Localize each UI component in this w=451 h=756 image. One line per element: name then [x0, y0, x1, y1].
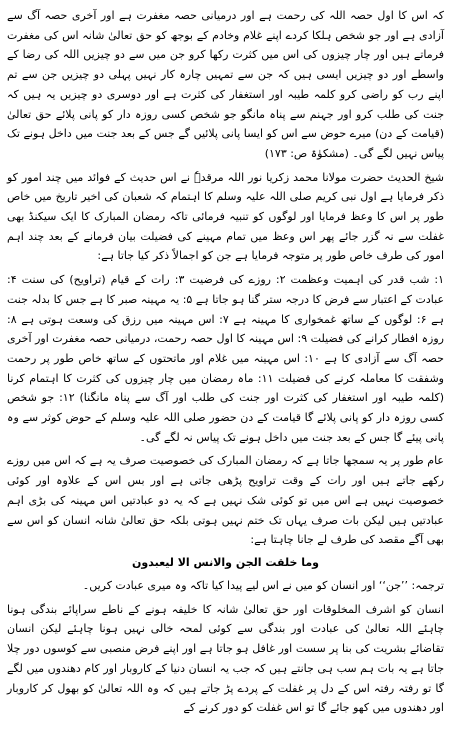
closing-paragraph: انسان کو اشرف المخلوقات اور حق تعالیٰ شانہ کا خلیفہ ہونے کے ناطے سراپائے بندگی ہونا چاہئے اللہ تعالیٰ کی عبادت اور بندگی سے کوئی لمحہ خالی نہیں ہونا چاہئے لیکن انسان تقاضائے بشریت کی بنا پر سست اور غافل ہو جاتا ہے اور اپنے فرض منصبی سے کوسوں دور چلا جاتا ہے یہ بات ہم سب ہی جانتے ہیں کہ جب یہ انسان دنیا کے کاروبار اور کام دھندوں میں لگے گا تو رفتہ رفتہ اس کے دل پر غفلت کے پردے پڑ جاتے ہیں کہ وہ اللہ تعالیٰ کو بھول کر کاروبار اور دھندوں میں کھو جائے گا تو اس غفلت کو دور کرنے کے — [7, 602, 444, 715]
numbered-points-paragraph: ۱: شب قدر کی اہمیت وعظمت ۲: روزے کی فرضیت ۳: رات کے قیام (تراویح) کی سنت ۴: عبادت کے اعتبار سے فرض کا درجہ ستر گنا ہو جاتا ہے ۵: یہ مہینہ صبر کا ہے جس کا بدلہ جنت ہے ۶: لوگوں کے ساتھ غمخواری کا مہینہ ہے ۷: اس مہینہ میں رزق کی وسعت ہوتی ہے ۸: روزہ افطار کرانے کی فضیلت ۹: اس مہینہ کا اول حصہ رحمت، درمیانی حصہ مغفرت اور آخری حصہ آگ سے آزادی کا ہے ۱۰: اس مہینہ میں غلام اور ماتحتوں کے ساتھ خاص طور پر رحمت وشفقت کا معاملہ کرنے کی فضیلت ۱۱: ماہ رمضان میں چار چیزوں کی کثرت کا اہتمام کرنا (کلمہ طیبہ اور استغفار کی کثرت اور جنت کی طلب اور آگ سے پناہ مانگنا) ۱۲: جو شخص کسی روزہ دار کو پانی پلائے گا قیامت کے دن حضور صلی اللہ علیہ وسلم کے حوض کوثر سے وہ پانی پیئے گا جس کے بعد جنت میں داخل ہونے تک پیاس نہ لگے گی۔ — [7, 273, 445, 444]
hadith-continuation-paragraph: کہ اس کا اول حصہ اللہ کی رحمت ہے اور درمیانی حصہ مغفرت ہے اور آخری حصہ آگ سے آزادی ہے اور جو شخص ہلکا کردے اپنے غلام وخادم کے بوجھ کو حق تعالیٰ شانہ اس کی مغفرت فرماتے ہیں اور چار چیزوں کی اس میں کثرت رکھا کرو جن میں سے دو چیزیں اللہ کی رضا کے واسطے اور دو چیزیں ایسی ہیں کہ جن سے تمہیں چارہ کار نہیں پہلی دو چیزیں جن سے تم اپنے رب کو راضی کرو کلمہ طیبہ اور استغفار کی کثرت ہے اور دوسری دو چیزیں یہ ہیں کہ جنت کی طلب کرو اور جہنم سے پناہ مانگو جو شخص کسی روزہ دار کو پانی پلائے حق تعالیٰ (قیامت کے دن) میرے حوض سے اس کو ایسا پانی پلائیں گے جس کے بعد جنت میں داخل ہونے تک پیاس نہیں لگے گی۔ (مشکوٰۃ ص: ۱۷۳) — [7, 9, 444, 160]
verse-translation: ترجمہ: ’’جن‘‘ اور انسان کو میں نے اس لیے پیدا کیا تاکہ وہ میری عبادت کریں۔ — [82, 578, 444, 592]
quranic-verse: وما خلقت الجن والانس الا لیعبدون — [132, 555, 319, 569]
ramadan-purpose-paragraph: عام طور پر یہ سمجھا جاتا ہے کہ رمضان المبارک کی خصوصیت صرف یہ ہے کہ اس میں روزے رکھے جاتے ہیں اور رات کے وقت تراویح پڑھی جاتی ہے اور بس اس کے علاوہ اور کوئی خصوصیت نہیں ہے اس میں تو کوئی شک نہیں ہے کہ یہ دو عبادتیں اس مہینہ کی بڑی اہم عبادتیں ہیں لیکن بات صرف یہاں تک ختم نہیں ہوتی بلکہ حق تعالیٰ شانہ انسان کو اس سے بھی آگے مقصد کی طرف لے جانا چاہتا ہے: — [7, 454, 444, 547]
commentary-paragraph: شیخ الحدیث حضرت مولانا محمد زکریا نور اللہ مرقدہٗ نے اس حدیث کے فوائد میں چند امور کو ذکر فرمایا ہے اول نبی کریم صلی اللہ علیہ وسلم کا اہتمام کہ شعبان کی اخیر تاریخ میں خاص طور پر اس کا وعظ فرمایا اور لوگوں کو تنبیہ فرمائی تاکہ رمضان المبارک کا ایک سیکنڈ بھی غفلت سے نہ گزر جائے پھر اس وعظ میں تمام مہینے کی فضیلت بیان فرمانے کے بعد چند اہم امور کی طرف خاص طور پر متوجہ فرمایا ہے جن کو اجمالاً ذکر کیا جاتا ہے: — [7, 170, 444, 263]
